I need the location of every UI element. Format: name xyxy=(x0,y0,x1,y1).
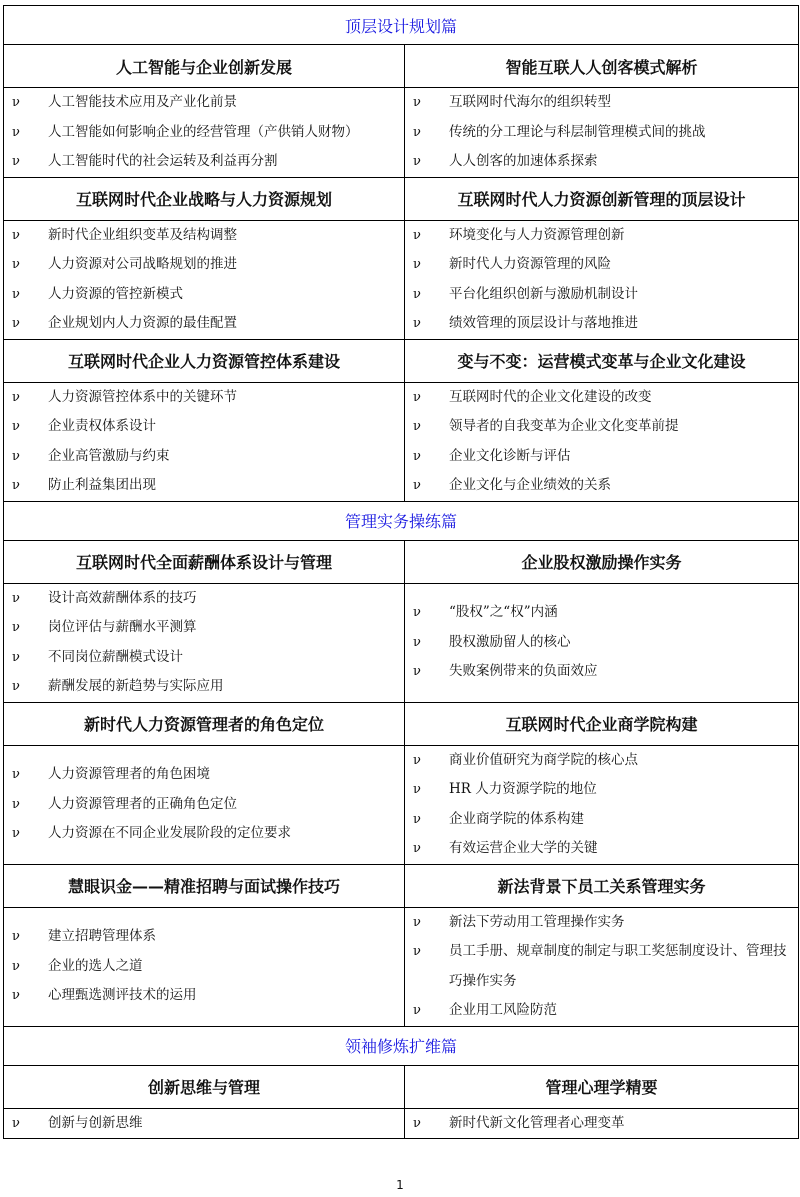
list-item-text: 企业商学院的体系构建 xyxy=(449,810,584,827)
bullet-icon: ν xyxy=(413,752,421,768)
list-item-text: 心理甄选测评技术的运用 xyxy=(48,987,197,1004)
module-items-cell xyxy=(405,220,799,339)
list-item xyxy=(4,584,404,614)
section-row xyxy=(4,6,799,45)
list-item xyxy=(405,280,798,310)
list-item-text: 平台化组织创新与激励机制设计 xyxy=(449,285,638,302)
list-item-text: 互联网时代的企业文化建设的改变 xyxy=(449,388,652,405)
list-item xyxy=(405,746,798,776)
list-item xyxy=(4,613,404,643)
module-items-cell xyxy=(4,583,405,702)
module-items-cell xyxy=(405,382,799,501)
list-item-text: 建立招聘管理体系 xyxy=(48,928,156,945)
bullet-icon: ν xyxy=(12,316,20,331)
bullet-icon: ν xyxy=(12,590,20,606)
table-body xyxy=(4,6,799,1139)
module-item-list xyxy=(4,221,404,339)
list-item-text: “股权”之“权”内涵 xyxy=(449,604,558,621)
bullet-icon: ν xyxy=(413,257,421,272)
list-item-text: 人力资源管理者的角色困境 xyxy=(48,766,210,783)
list-item xyxy=(4,790,404,820)
bullet-icon: ν xyxy=(413,841,421,856)
list-item-text: 人工智能技术应用及产业化前景 xyxy=(48,94,237,110)
list-item-text: 创新与创新思维 xyxy=(48,1114,143,1131)
list-item-text: 岗位评估与薪酬水平测算 xyxy=(48,619,197,635)
list-item-text: 企业文化与企业绩效的关系 xyxy=(449,477,611,493)
module-items-row xyxy=(4,745,799,864)
page-number: 1 xyxy=(396,1178,404,1192)
bullet-icon: ν xyxy=(413,419,421,434)
list-item xyxy=(405,937,798,996)
module-items-cell xyxy=(4,745,405,864)
list-item xyxy=(4,118,404,148)
module-items-row xyxy=(4,907,799,1026)
module-items-row xyxy=(4,220,799,339)
module-items-cell xyxy=(405,1108,799,1139)
bullet-icon: ν xyxy=(12,419,20,434)
course-table xyxy=(3,5,799,1139)
bullet-icon: ν xyxy=(413,286,421,302)
bullet-icon: ν xyxy=(413,227,421,243)
module-items-row xyxy=(4,382,799,501)
bullet-icon: ν xyxy=(12,257,20,272)
module-title-row xyxy=(4,1065,799,1108)
bullet-icon: ν xyxy=(12,958,20,974)
module-title: 智能互联人人创客模式解析 xyxy=(405,45,799,88)
bullet-icon: ν xyxy=(12,679,20,694)
module-title-row xyxy=(4,45,799,88)
module-title: 新时代人力资源管理者的角色定位 xyxy=(4,702,405,745)
module-items-cell xyxy=(4,907,405,1026)
module-title: 互联网时代全面薪酬体系设计与管理 xyxy=(4,540,405,583)
list-item xyxy=(405,383,798,413)
bullet-icon: ν xyxy=(12,767,20,783)
list-item xyxy=(405,442,798,472)
list-item-text: 设计高效薪酬体系的技巧 xyxy=(48,589,197,606)
list-item xyxy=(4,309,404,339)
section-title: 管理实务操练篇 xyxy=(4,501,799,540)
module-title: 互联网时代企业商学院构建 xyxy=(405,702,799,745)
bullet-icon: ν xyxy=(413,605,421,621)
module-items-cell xyxy=(405,907,799,1026)
list-item xyxy=(4,280,404,310)
bullet-icon: ν xyxy=(12,95,20,110)
module-title: 企业股权激励操作实务 xyxy=(405,540,799,583)
list-item-text: 环境变化与人力资源管理创新 xyxy=(449,226,625,243)
bullet-icon: ν xyxy=(12,448,20,464)
list-item-text: 人人创客的加速体系探索 xyxy=(449,153,598,169)
list-item-text: 不同岗位薪酬模式设计 xyxy=(48,648,183,665)
list-item xyxy=(405,805,798,835)
bullet-icon: ν xyxy=(413,389,421,405)
module-title: 慧眼识金——精准招聘与面试操作技巧 xyxy=(4,864,405,907)
list-item xyxy=(405,996,798,1026)
module-items-row xyxy=(4,583,799,702)
list-item-text: 企业文化诊断与评估 xyxy=(449,447,571,464)
list-item xyxy=(405,221,798,251)
list-item-text: 新时代新文化管理者心理变革 xyxy=(449,1114,625,1131)
section-title: 顶层设计规划篇 xyxy=(4,6,799,45)
module-items-cell xyxy=(4,1108,405,1139)
list-item xyxy=(4,471,404,501)
list-item-text: 薪酬发展的新趋势与实际应用 xyxy=(48,678,224,694)
module-item-list xyxy=(405,908,798,1026)
list-item-text: 新时代企业组织变革及结构调整 xyxy=(48,226,237,243)
section-row xyxy=(4,501,799,540)
module-items-cell xyxy=(405,745,799,864)
list-item-text: 防止利益集团出现 xyxy=(48,477,156,493)
bullet-icon: ν xyxy=(413,634,421,650)
bullet-icon: ν xyxy=(413,1003,421,1018)
bullet-icon: ν xyxy=(12,124,20,140)
list-item xyxy=(405,250,798,280)
bullet-icon: ν xyxy=(12,796,20,812)
list-item-text: 股权激励留人的核心 xyxy=(449,633,571,650)
list-item xyxy=(4,760,404,790)
list-item xyxy=(4,383,404,413)
list-item xyxy=(4,147,404,177)
list-item-text: 企业高管激励与约束 xyxy=(48,447,170,464)
bullet-icon: ν xyxy=(12,826,20,842)
module-items-cell xyxy=(405,583,799,702)
list-item-text: 企业规划内人力资源的最佳配置 xyxy=(48,315,237,331)
module-title: 创新思维与管理 xyxy=(4,1065,405,1108)
module-title: 互联网时代企业战略与人力资源规划 xyxy=(4,177,405,220)
bullet-icon: ν xyxy=(413,95,421,110)
list-item-text: 人力资源管控体系中的关键环节 xyxy=(48,388,237,405)
list-item-text: 商业价值研究为商学院的核心点 xyxy=(449,751,638,768)
module-items-cell xyxy=(4,88,405,178)
module-item-list xyxy=(405,88,798,177)
bullet-icon: ν xyxy=(413,124,421,140)
bullet-icon: ν xyxy=(12,988,20,1004)
bullet-icon: ν xyxy=(12,389,20,405)
bullet-icon: ν xyxy=(12,154,20,169)
module-items-cell xyxy=(4,220,405,339)
module-item-list xyxy=(4,383,404,501)
list-item-text: 领导者的自我变革为企业文化变革前提 xyxy=(449,418,679,434)
list-item xyxy=(405,834,798,864)
list-item xyxy=(405,471,798,501)
module-item-list xyxy=(405,221,798,339)
module-item-list xyxy=(4,584,404,702)
module-item-list xyxy=(405,746,798,864)
bullet-icon: ν xyxy=(413,154,421,169)
list-item xyxy=(4,952,404,982)
module-item-list xyxy=(4,88,404,177)
list-item-text: 新法下劳动用工管理操作实务 xyxy=(449,913,625,930)
bullet-icon: ν xyxy=(12,478,20,493)
list-item xyxy=(405,657,798,687)
list-item xyxy=(405,412,798,442)
list-item xyxy=(4,922,404,952)
module-items-row xyxy=(4,1108,799,1139)
list-item-text: 人工智能如何影响企业的经营管理（产供销人财物） xyxy=(48,123,359,140)
bullet-icon: ν xyxy=(413,944,421,959)
section-row xyxy=(4,1026,799,1065)
list-item-text: 企业用工风险防范 xyxy=(449,1002,557,1018)
module-title-row xyxy=(4,339,799,382)
list-item-text: 传统的分工理论与科层制管理模式间的挑战 xyxy=(449,123,706,140)
list-item xyxy=(4,442,404,472)
module-title: 新法背景下员工关系管理实务 xyxy=(405,864,799,907)
bullet-icon: ν xyxy=(12,1115,20,1131)
module-title: 互联网时代人力资源创新管理的顶层设计 xyxy=(405,177,799,220)
module-item-list xyxy=(405,1109,798,1139)
bullet-icon: ν xyxy=(12,929,20,945)
list-item-text: 人工智能时代的社会运转及利益再分割 xyxy=(48,153,278,169)
list-item xyxy=(405,147,798,177)
section-title: 领袖修炼扩维篇 xyxy=(4,1026,799,1065)
list-item xyxy=(4,672,404,702)
list-item xyxy=(405,598,798,628)
list-item xyxy=(4,819,404,849)
list-item xyxy=(405,908,798,938)
list-item xyxy=(405,628,798,658)
list-item-text: 新时代人力资源管理的风险 xyxy=(449,256,611,272)
module-items-row xyxy=(4,88,799,178)
list-item xyxy=(405,775,798,805)
bullet-icon: ν xyxy=(12,649,20,665)
list-item xyxy=(405,118,798,148)
list-item xyxy=(4,643,404,673)
bullet-icon: ν xyxy=(413,1115,421,1131)
list-item xyxy=(4,981,404,1011)
list-item-text: 人力资源对公司战略规划的推进 xyxy=(48,256,237,272)
list-item-text: 员工手册、规章制度的制定与职工奖惩制度设计、管理技巧操作实务 xyxy=(449,943,787,989)
module-title-row xyxy=(4,702,799,745)
list-item xyxy=(405,309,798,339)
list-item xyxy=(4,1109,404,1139)
bullet-icon: ν xyxy=(413,811,421,827)
module-items-cell xyxy=(405,88,799,178)
module-title: 变与不变：运营模式变革与企业文化建设 xyxy=(405,339,799,382)
bullet-icon: ν xyxy=(413,914,421,930)
list-item xyxy=(4,88,404,118)
module-title: 互联网时代企业人力资源管控体系建设 xyxy=(4,339,405,382)
bullet-icon: ν xyxy=(413,782,421,797)
bullet-icon: ν xyxy=(12,286,20,302)
module-title: 管理心理学精要 xyxy=(405,1065,799,1108)
module-item-list xyxy=(4,1109,404,1139)
module-item-list xyxy=(405,598,798,687)
list-item xyxy=(4,221,404,251)
module-item-list xyxy=(405,383,798,501)
module-title: 人工智能与企业创新发展 xyxy=(4,45,405,88)
list-item xyxy=(4,412,404,442)
bullet-icon: ν xyxy=(413,664,421,680)
list-item xyxy=(405,88,798,118)
bullet-icon: ν xyxy=(413,478,421,493)
list-item xyxy=(4,250,404,280)
list-item xyxy=(405,1109,798,1139)
list-item-text: HR 人力资源学院的地位 xyxy=(449,781,597,797)
module-item-list xyxy=(4,922,404,1011)
module-title-row xyxy=(4,864,799,907)
list-item-text: 人力资源管理者的正确角色定位 xyxy=(48,795,237,812)
list-item-text: 人力资源的管控新模式 xyxy=(48,285,183,302)
list-item-text: 绩效管理的顶层设计与落地推进 xyxy=(449,315,638,331)
list-item-text: 企业的选人之道 xyxy=(48,957,143,974)
bullet-icon: ν xyxy=(12,620,20,635)
list-item-text: 人力资源在不同企业发展阶段的定位要求 xyxy=(48,825,291,842)
bullet-icon: ν xyxy=(12,227,20,243)
list-item-text: 有效运营企业大学的关键 xyxy=(449,840,598,856)
module-title-row xyxy=(4,540,799,583)
list-item-text: 企业责权体系设计 xyxy=(48,418,156,434)
module-items-cell xyxy=(4,382,405,501)
list-item-text: 失败案例带来的负面效应 xyxy=(449,663,598,680)
module-title-row xyxy=(4,177,799,220)
bullet-icon: ν xyxy=(413,448,421,464)
list-item-text: 互联网时代海尔的组织转型 xyxy=(449,94,611,110)
module-item-list xyxy=(4,760,404,849)
bullet-icon: ν xyxy=(413,316,421,331)
